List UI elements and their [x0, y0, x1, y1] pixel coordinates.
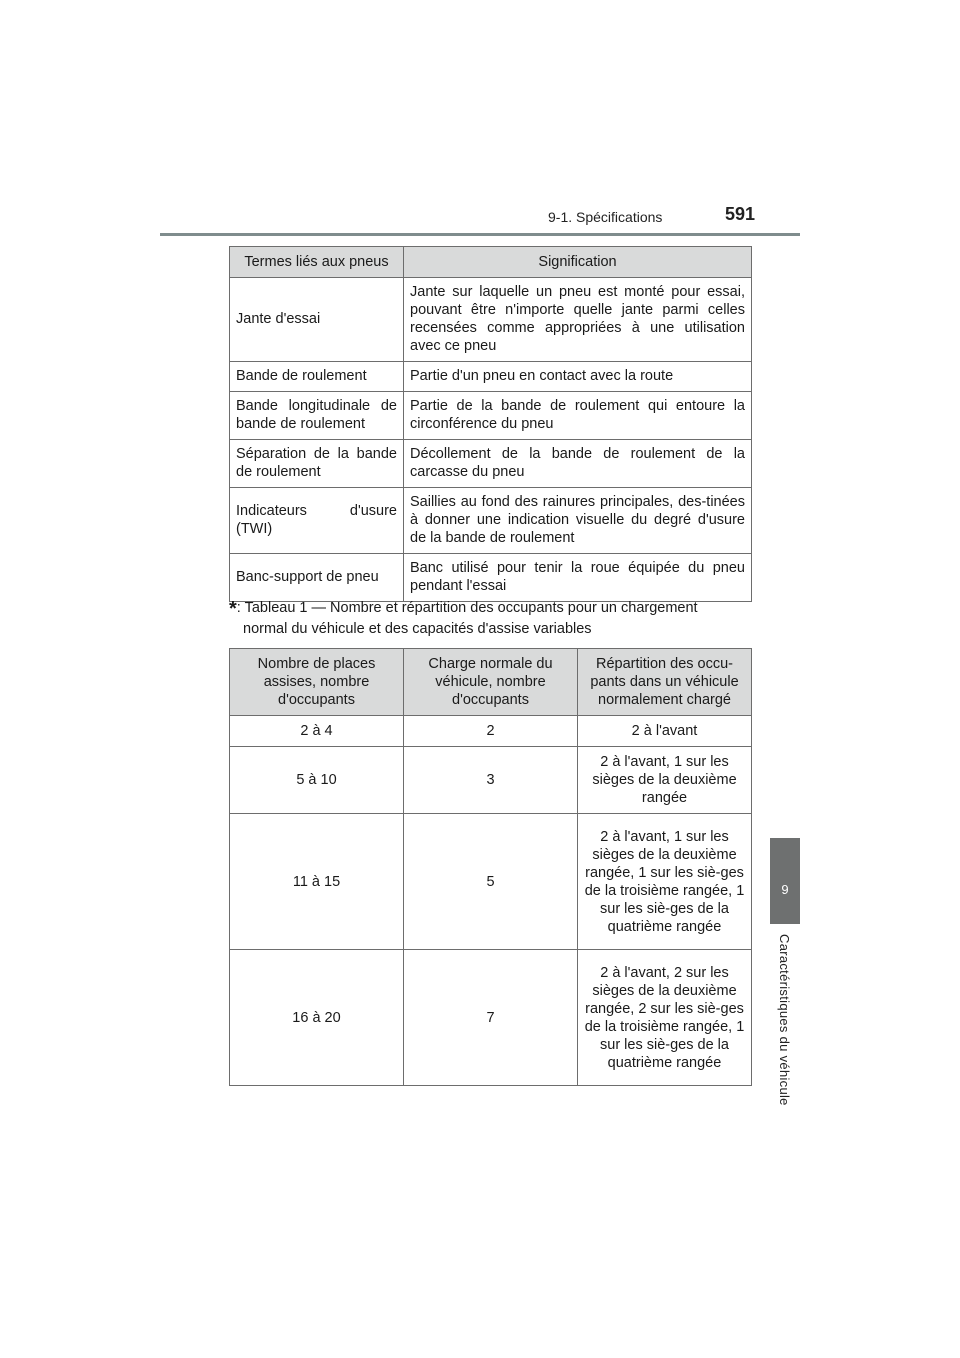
table-row [230, 716, 752, 747]
footnote-line-1: : Tableau 1 — Nombre et répartition des occupants pour un chargement [236, 600, 698, 616]
seats-cell: 2 à 4 [230, 716, 404, 747]
table-header-row [230, 247, 752, 278]
term-cell: Indicateurs d'usure (TWI) [230, 488, 404, 554]
load-cell: 2 [404, 716, 578, 747]
table-row [230, 362, 752, 392]
distribution-cell: 2 à l'avant, 1 sur les sièges de la deuxième rangée, 1 sur les siè-ges de la troisième rangée, 1 sur les siè-ges de la quatrième rangée [578, 814, 752, 950]
table-row [230, 278, 752, 362]
definition-cell: Décollement de la bande de roulement de la carcasse du pneu [404, 440, 752, 488]
definition-cell: Partie d'un pneu en contact avec la route [404, 362, 752, 392]
distribution-cell: 2 à l'avant [578, 716, 752, 747]
definition-cell: Saillies au fond des rainures principales, des-tinées à donner une indication visuelle du degré d'usure de la bande de roulement [404, 488, 752, 554]
load-cell: 7 [404, 950, 578, 1086]
table-row [230, 950, 752, 1086]
section-title: 9-1. Spécifications [548, 209, 663, 225]
footnote [229, 598, 759, 639]
seats-cell: 11 à 15 [230, 814, 404, 950]
term-cell: Séparation de la bande de roulement [230, 440, 404, 488]
term-cell: Banc-support de pneu [230, 554, 404, 602]
table-row [230, 554, 752, 602]
column-header: Charge normale du véhicule, nombre d'occupants [404, 649, 578, 716]
seats-cell: 16 à 20 [230, 950, 404, 1086]
table-row [230, 488, 752, 554]
definition-cell: Banc utilisé pour tenir la roue équipée du pneu pendant l'essai [404, 554, 752, 602]
table-header-row [230, 649, 752, 716]
column-header: Termes liés aux pneus [230, 247, 404, 278]
chapter-tab [770, 838, 800, 924]
term-cell: Bande de roulement [230, 362, 404, 392]
table-row [230, 814, 752, 950]
table-row [230, 440, 752, 488]
chapter-label: Caractéristiques du véhicule [777, 934, 792, 1106]
header-divider [160, 233, 800, 236]
distribution-cell: 2 à l'avant, 1 sur les sièges de la deuxième rangée [578, 747, 752, 814]
chapter-number: 9 [781, 882, 789, 897]
term-cell: Bande longitudinale de bande de roulement [230, 392, 404, 440]
column-header: Signification [404, 247, 752, 278]
column-header: Répartition des occu-pants dans un véhicule normalement chargé [578, 649, 752, 716]
footnote-line-2: normal du véhicule et des capacités d'assise variables [243, 621, 592, 637]
footnote-marker: * [229, 598, 237, 620]
occupant-distribution-table [229, 648, 752, 1086]
distribution-cell: 2 à l'avant, 2 sur les sièges de la deuxième rangée, 2 sur les siè-ges de la troisième rangée, 1 sur les siè-ges de la quatrième rangée [578, 950, 752, 1086]
column-header: Nombre de places assises, nombre d'occupants [230, 649, 404, 716]
table-row [230, 747, 752, 814]
definition-cell: Jante sur laquelle un pneu est monté pour essai, pouvant être n'importe quelle jante parmi celles recensées comme appropriées à une utilisation avec ce pneu [404, 278, 752, 362]
seats-cell: 5 à 10 [230, 747, 404, 814]
table-row [230, 392, 752, 440]
tire-terms-table [229, 246, 752, 602]
definition-cell: Partie de la bande de roulement qui entoure la circonférence du pneu [404, 392, 752, 440]
term-cell: Jante d'essai [230, 278, 404, 362]
page-number: 591 [725, 204, 756, 224]
load-cell: 3 [404, 747, 578, 814]
load-cell: 5 [404, 814, 578, 950]
